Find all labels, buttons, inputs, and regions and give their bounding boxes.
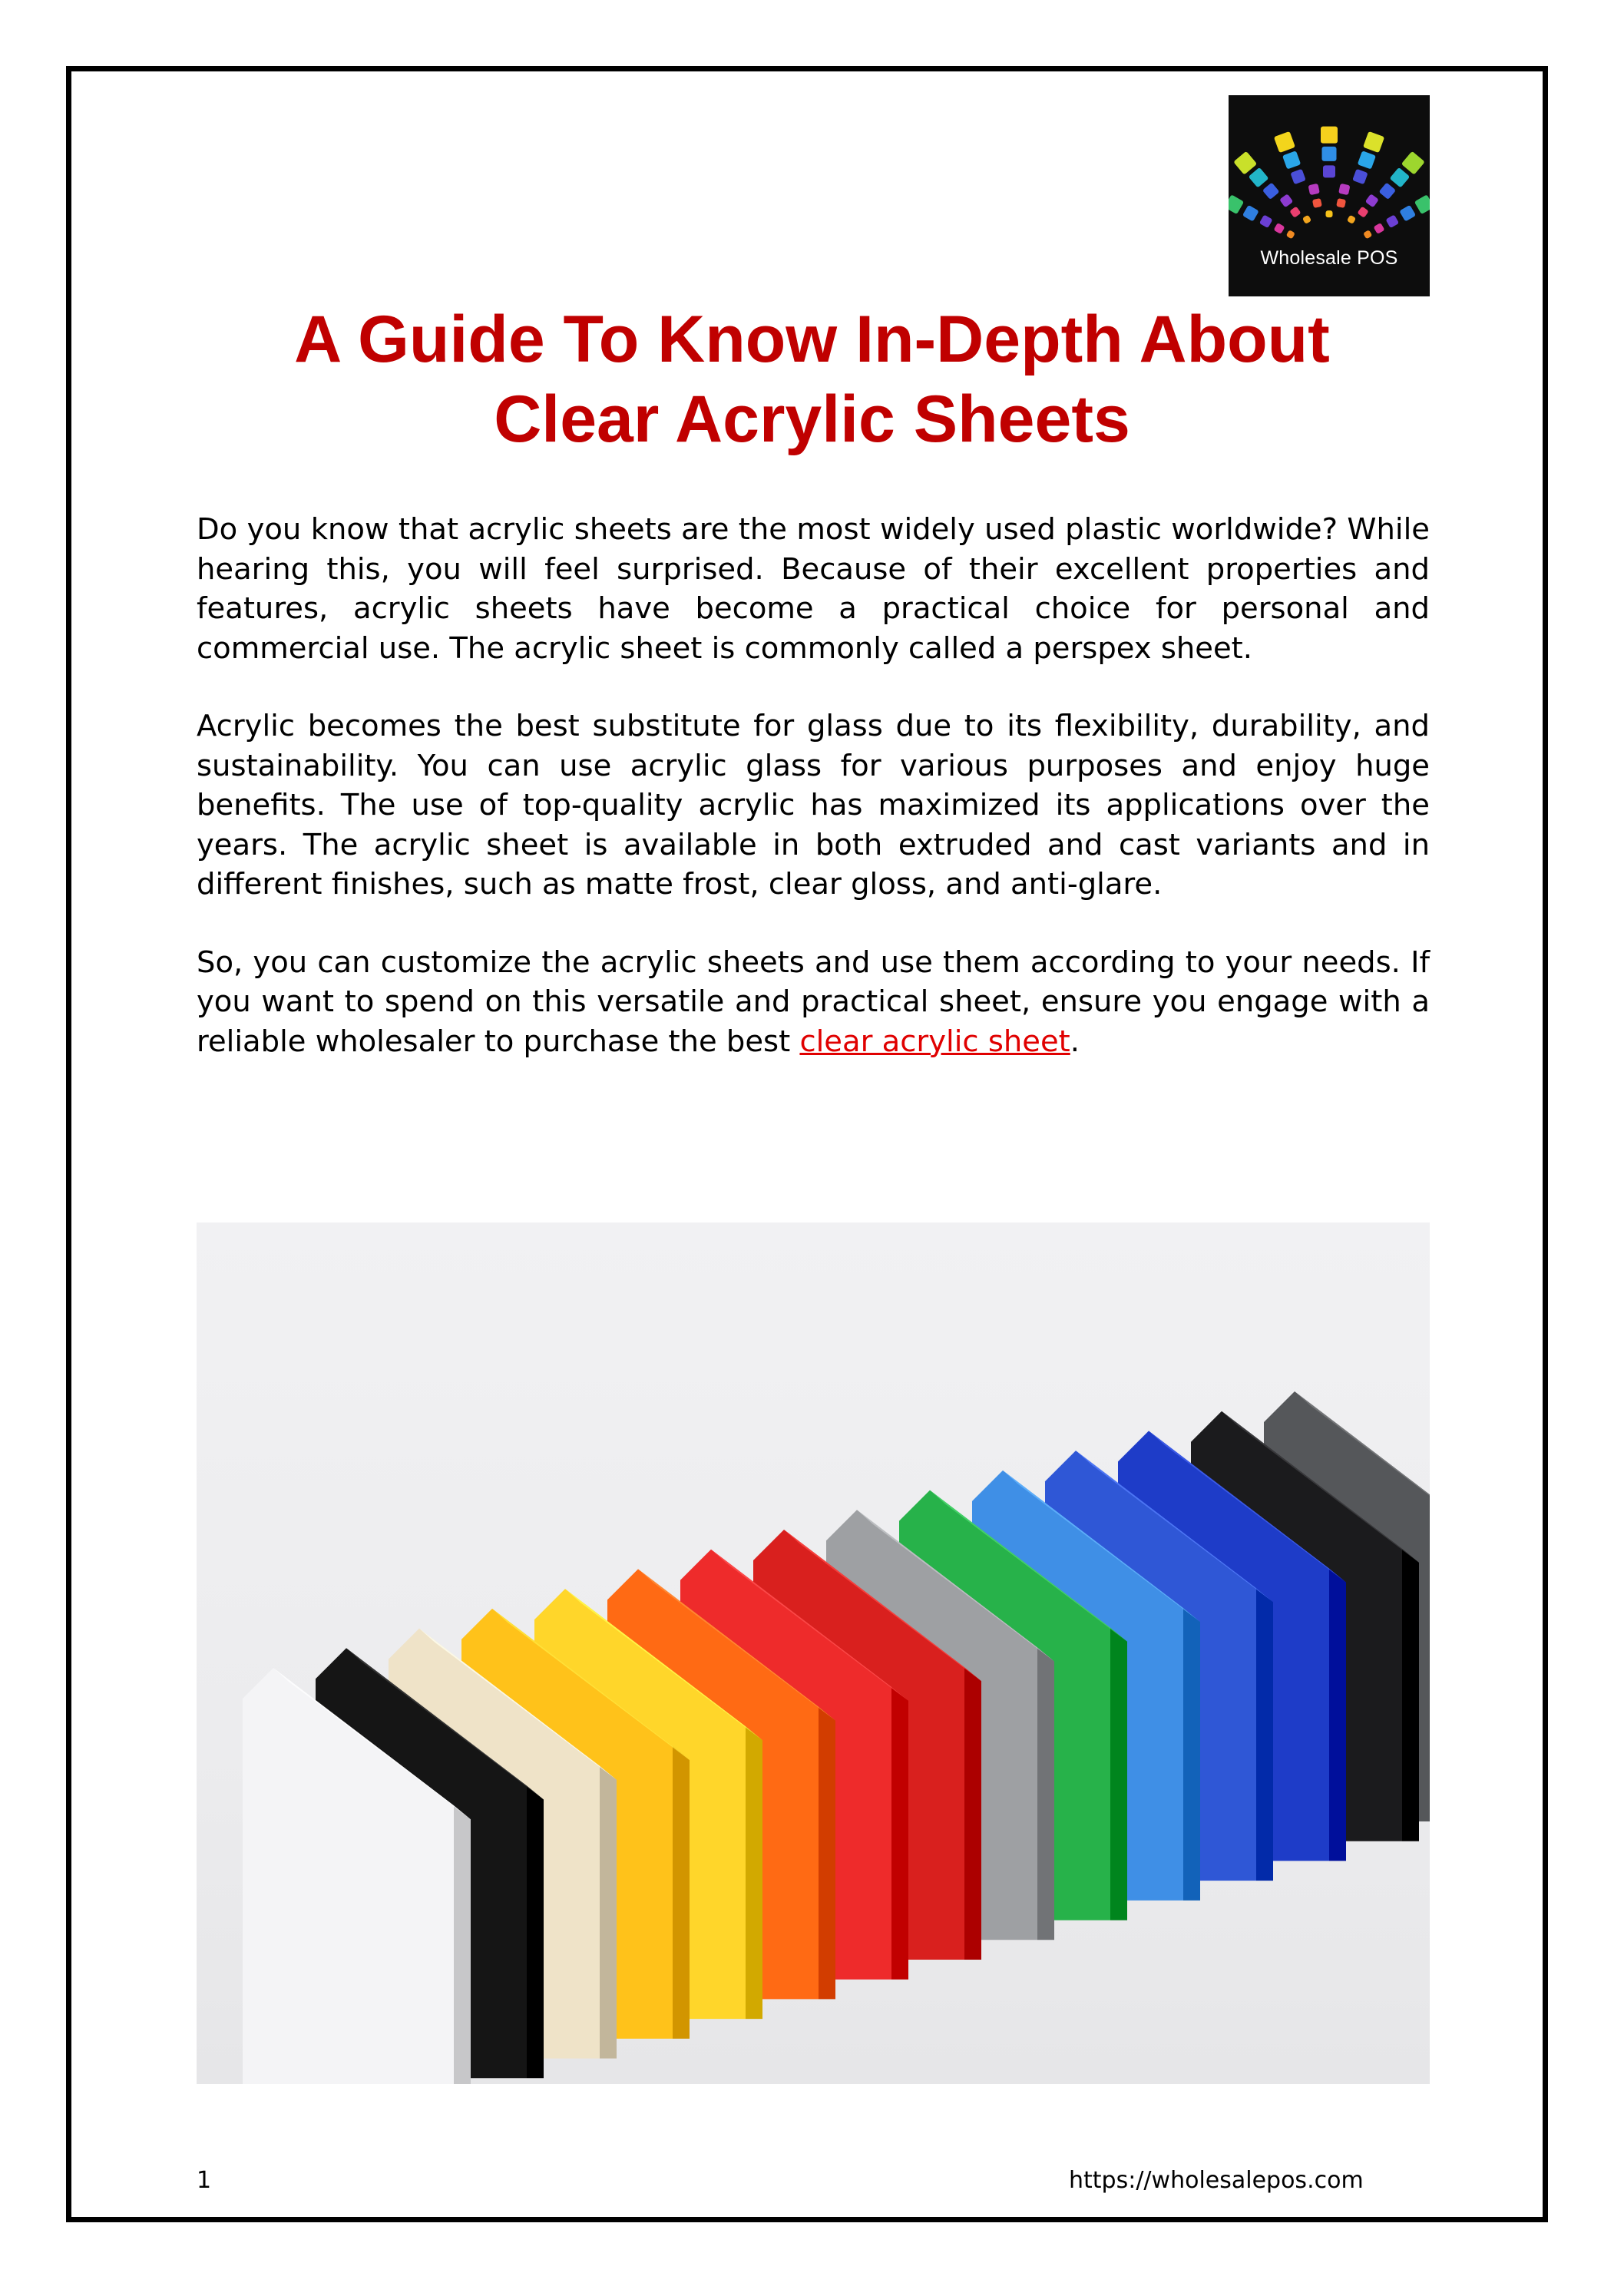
logo-tile [1338,184,1350,195]
logo-tile [1308,184,1319,195]
page-number: 1 [197,2167,212,2194]
acrylic-sheets-illustration [197,1222,1430,2084]
logo-tile [1357,207,1368,218]
logo-tile [1363,131,1384,153]
logo-tile [1363,230,1372,239]
logo-tile [1365,194,1379,207]
logo-tile [1347,215,1356,224]
logo-tile [1414,194,1430,214]
logo-tile [1229,194,1244,214]
logo-tile [1321,127,1338,144]
logo-tile [1373,223,1384,234]
logo-tile [1336,198,1346,208]
logo-tile [1326,210,1333,217]
logo-tile [1323,165,1335,177]
logo-tile [1399,205,1416,222]
wholesale-pos-logo[interactable] [1229,95,1430,296]
logo-tile [1358,151,1376,169]
logo-text: Wholesale POS [1260,247,1398,269]
logo-tile [1385,214,1399,228]
logo-tile [1262,183,1280,200]
article-body [197,510,1430,1100]
mosaic-fan-logo-icon [1229,95,1430,249]
logo-tile [1289,207,1301,218]
logo-tile [1401,151,1425,175]
page-title [154,299,1470,459]
logo-tile [1242,205,1259,222]
logo-tile [1274,131,1295,153]
logo-tile [1352,169,1368,185]
paragraph-1: Do you know that acrylic sheets are the most widely used plastic worldwide? While hearing this, you will feel surprised. Because of their excellent properties and features, acrylic sheets have become a practical choice for personal and commercial use. The acrylic sheet is commonly called a perspex sheet. [197,512,1430,666]
logo-tile [1286,230,1295,239]
paragraph-3-text: So, you can customize the acrylic sheets and use them according to your needs. If you want to spend on this versatile and practical sheet, ensure you engage with a reliable wholesaler to purchase the best [197,945,1430,1059]
title-line-2: Clear Acrylic Sheets [494,382,1130,456]
logo-tile [1249,167,1269,188]
logo-tile [1279,194,1293,207]
logo-tile [1259,214,1273,228]
logo-tile [1233,151,1257,175]
logo-tile [1322,147,1337,161]
logo-tile [1312,198,1322,208]
logo-tile [1282,151,1301,169]
clear-acrylic-sheet-link[interactable]: clear acrylic sheet [799,1024,1070,1059]
title-line-1: A Guide To Know In-Depth About [294,303,1330,376]
logo-tile [1273,223,1285,234]
logo-tile [1379,183,1397,200]
logo-tile [1302,215,1311,224]
logo-tile [1290,169,1306,185]
paragraph-3 [197,943,1430,1062]
colored-acrylic-sheets-photo [197,1222,1430,2084]
paragraph-3-end: . [1070,1024,1080,1059]
logo-tile [1390,167,1411,188]
paragraph-2: Acrylic becomes the best substitute for glass due to its flexibility, durability, and sustainability. You can use acrylic glass for various purposes and enjoy huge benefits. The use of top-quality acrylic has maximized its applications over the years. The acrylic sheet is available in both extruded and cast variants and in different finishes, such as matte frost, clear gloss, and anti-glare. [197,709,1430,902]
footer-url[interactable]: https://wholesalepos.com [1069,2167,1364,2194]
